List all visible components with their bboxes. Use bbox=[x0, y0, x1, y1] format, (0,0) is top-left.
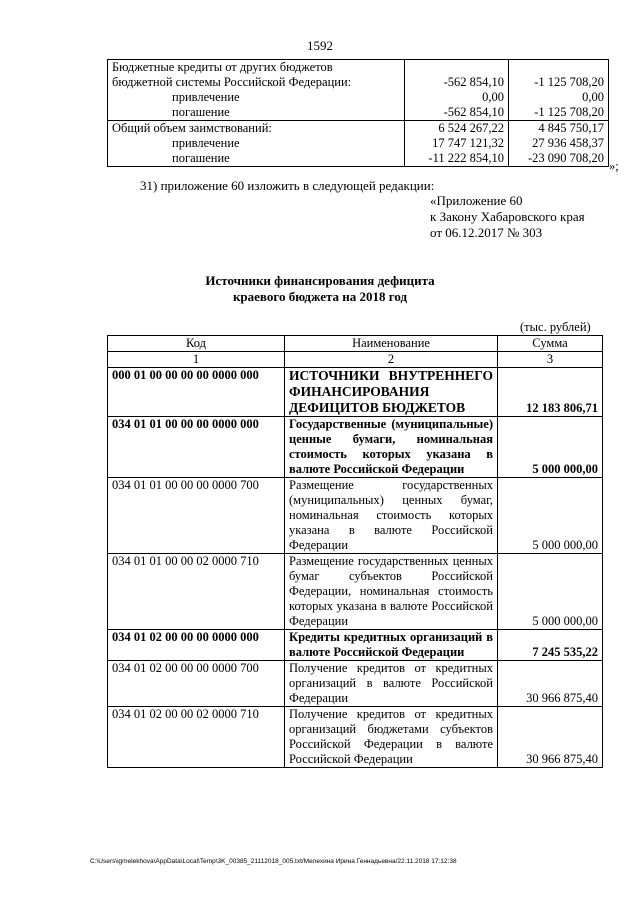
table-row bbox=[108, 105, 609, 121]
code-cell: 034 01 02 00 00 00 0000 000 bbox=[108, 630, 285, 661]
document-title bbox=[0, 273, 640, 305]
value-cell: -1 125 708,20 bbox=[509, 105, 609, 121]
header-name: Наименование bbox=[285, 336, 498, 352]
col-number: 2 bbox=[285, 352, 498, 368]
col-number: 3 bbox=[498, 352, 603, 368]
col-number: 1 bbox=[108, 352, 285, 368]
sum-cell: 12 183 806,71 bbox=[498, 368, 603, 417]
table-row bbox=[108, 60, 609, 91]
code-cell: 034 01 02 00 00 00 0000 700 bbox=[108, 661, 285, 707]
row-name-text: погашение bbox=[172, 105, 230, 119]
name-cell: Размещение государственных (муниципальных) ценных бумаг, номинальная стоимость которых указана в валюте Российской Федерации bbox=[285, 478, 498, 554]
file-path-footer: C:\Users\igmelekhova\AppData\Local\Temp\3K_00385_21112018_005.txt/Мелехина Ирина Геннадьевна/22.11.2018 17:12:38 bbox=[90, 858, 457, 865]
table-row bbox=[108, 368, 603, 417]
row-name bbox=[108, 90, 405, 105]
borrowing-table bbox=[107, 59, 609, 167]
sum-cell: 5 000 000,00 bbox=[498, 417, 603, 478]
row-name bbox=[108, 136, 405, 151]
header-code: Код bbox=[108, 336, 285, 352]
appendix-reference bbox=[430, 193, 585, 241]
value-cell: 27 936 458,37 bbox=[509, 136, 609, 151]
title-line: Источники финансирования дефицита bbox=[205, 273, 435, 288]
code-cell: 034 01 02 00 00 02 0000 710 bbox=[108, 707, 285, 768]
name-cell: Получение кредитов от кредитных организаций в валюте Российской Федерации bbox=[285, 661, 498, 707]
appendix-line: «Приложение 60 bbox=[430, 193, 523, 208]
closing-quote: »; bbox=[609, 159, 619, 173]
row-name-text: привлечение bbox=[172, 136, 240, 150]
row-name-text: бюджетной системы Российской Федерации: bbox=[112, 75, 352, 89]
value-cell: 17 747 121,32 bbox=[405, 136, 509, 151]
table-row bbox=[108, 630, 603, 661]
column-number-row bbox=[108, 352, 603, 368]
value-cell: 6 524 267,22 bbox=[405, 121, 509, 137]
name-cell: Размещение государственных ценных бумаг субъектов Российской Федерации, номинальная стоимость которых указана в валюте Российской Федерации bbox=[285, 554, 498, 630]
header-row bbox=[108, 336, 603, 352]
appendix-line: от 06.12.2017 № 303 bbox=[430, 225, 543, 240]
row-name-text: погашение bbox=[172, 151, 230, 165]
amendment-paragraph: 31) приложение 60 изложить в следующей редакции: bbox=[140, 178, 435, 193]
code-cell: 034 01 01 00 00 02 0000 710 bbox=[108, 554, 285, 630]
value-cell: -23 090 708,20 bbox=[509, 151, 609, 167]
sum-cell: 7 245 535,22 bbox=[498, 630, 603, 661]
value-cell: -1 125 708,20 bbox=[509, 60, 609, 91]
table-row bbox=[108, 707, 603, 768]
table-row bbox=[108, 554, 603, 630]
appendix-line: к Закону Хабаровского края bbox=[430, 209, 585, 224]
table-row bbox=[108, 417, 603, 478]
header-sum: Сумма bbox=[498, 336, 603, 352]
sum-cell: 30 966 875,40 bbox=[498, 707, 603, 768]
value-cell: -562 854,10 bbox=[405, 60, 509, 91]
table-row bbox=[108, 151, 609, 167]
name-cell: Кредиты кредитных организаций в валюте Российской Федерации bbox=[285, 630, 498, 661]
table-row bbox=[108, 121, 609, 137]
row-name bbox=[108, 151, 405, 167]
title-line: краевого бюджета на 2018 год bbox=[232, 289, 408, 304]
financing-sources-table bbox=[107, 335, 603, 768]
name-cell: Государственные (муниципальные) ценные бумаги, номинальная стоимость которых указана в валюте Российской Федерации bbox=[285, 417, 498, 478]
value-cell: 4 845 750,17 bbox=[509, 121, 609, 137]
row-name-text: привлечение bbox=[172, 90, 240, 104]
table-row bbox=[108, 90, 609, 105]
page-number: 1592 bbox=[307, 38, 333, 53]
row-name-text: Бюджетные кредиты от других бюджетов bbox=[112, 60, 333, 74]
value-cell: 0,00 bbox=[509, 90, 609, 105]
value-cell: -11 222 854,10 bbox=[405, 151, 509, 167]
sum-cell: 5 000 000,00 bbox=[498, 554, 603, 630]
table-row bbox=[108, 136, 609, 151]
table-row bbox=[108, 661, 603, 707]
code-cell: 034 01 01 00 00 00 0000 700 bbox=[108, 478, 285, 554]
table-row bbox=[108, 478, 603, 554]
name-cell: ИСТОЧНИКИ ВНУТРЕННЕГО ФИНАНСИРОВАНИЯ ДЕФИЦИТОВ БЮДЖЕТОВ bbox=[285, 368, 498, 417]
unit-label: (тыс. рублей) bbox=[520, 320, 591, 334]
name-cell: Получение кредитов от кредитных организаций бюджетами субъектов Российской Федерации в валюте Российской Федерации bbox=[285, 707, 498, 768]
row-name bbox=[108, 60, 405, 91]
code-cell: 000 01 00 00 00 00 0000 000 bbox=[108, 368, 285, 417]
value-cell: -562 854,10 bbox=[405, 105, 509, 121]
row-name: Общий объем заимствований: bbox=[108, 121, 405, 137]
code-cell: 034 01 01 00 00 00 0000 000 bbox=[108, 417, 285, 478]
sum-cell: 30 966 875,40 bbox=[498, 661, 603, 707]
value-cell: 0,00 bbox=[405, 90, 509, 105]
sum-cell: 5 000 000,00 bbox=[498, 478, 603, 554]
row-name bbox=[108, 105, 405, 121]
